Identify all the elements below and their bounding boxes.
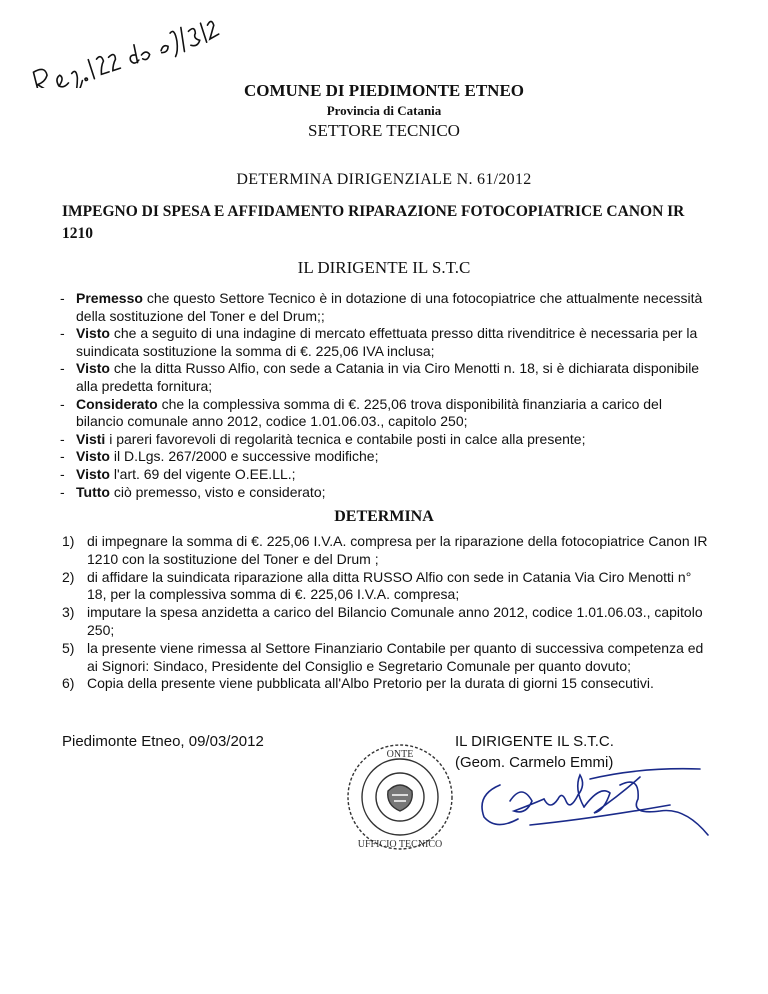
premessa-keyword: Visto — [76, 465, 110, 482]
premessa-text: ciò premesso, visto e considerato; — [109, 483, 326, 500]
item-text: di impegnare la somma di €. 225,06 I.V.A. compresa per la riparazione della fotocopiatrice Canon IR 1210 con la sostituzione del Toner e del Drum ; — [87, 533, 708, 567]
premessa-text: l'art. 69 del vigente O.EE.LL.; — [109, 465, 296, 482]
item-text: di affidare la suindicata riparazione alla ditta RUSSO Alfio con sede in Catania Via Ciro Menotti n° 18, per la complessiva somma di €. 225,06 I.V.A. compresa; — [87, 568, 692, 603]
comune-title: COMUNE DI PIEDIMONTE ETNEO — [243, 81, 525, 100]
handwritten-signature — [470, 755, 710, 845]
dispositivo-item — [62, 604, 712, 640]
premessa-item: - Visto l'art. 69 del vigente O.EE.LL.; — [60, 465, 296, 482]
premessa-keyword: Visto — [76, 448, 110, 465]
dispositivo-item — [62, 675, 712, 693]
item-text: Copia della presente viene pubblicata all'Albo Pretorio per la durata di giorni 15 consecutivi. — [87, 675, 654, 692]
svg-text:UFFICIO TECNICO: UFFICIO TECNICO — [357, 839, 443, 850]
premessa-keyword: Visto — [76, 360, 110, 377]
signatory-name: (Geom. Carmelo Emmi) — [455, 754, 614, 771]
premessa-item: - Tutto ciò premesso, visto e considerato; — [60, 483, 326, 500]
item-number: 3) — [62, 604, 75, 621]
premessa-item: - Visto il D.Lgs. 267/2000 e successive modifiche; — [60, 448, 379, 465]
dispositivo-item — [62, 533, 712, 569]
premessa-item: - Visto che la ditta Russo Alfio, con sede a Catania in via Ciro Menotti n. 18, si è dichiarata disponibile alla predetta fornitura; — [60, 360, 700, 394]
item-text: la presente viene rimessa al Settore Finanziario Contabile per quanto di successiva competenza ed ai Signori: Sindaco, Presidente del Consiglio e Segretario Comunale per quanto dovuto; — [87, 639, 704, 674]
item-number: 6) — [62, 675, 75, 692]
handwritten-registration-note — [10, 18, 240, 88]
premessa-keyword: Considerato — [76, 395, 158, 412]
oggetto-heading: IMPEGNO DI SPESA E AFFIDAMENTO RIPARAZIONE FOTOCOPIATRICE CANON IR 1210 — [62, 203, 685, 242]
premessa-keyword: Premesso — [76, 290, 143, 306]
item-number: 1) — [62, 533, 75, 549]
dirigente-heading: IL DIRIGENTE IL S.T.C — [297, 258, 471, 277]
settore-title: SETTORE TECNICO — [308, 121, 460, 140]
premessa-item: - Premesso che questo Settore Tecnico è in dotazione di una fotocopiatrice che attualmente necessità della sostituzione del Toner e del Drum;; — [60, 290, 703, 324]
determina-heading: DETERMINA — [334, 508, 434, 525]
premessa-text: che la complessiva somma di €. 225,06 trova disponibilità finanziaria a carico del bilancio comunale anno 2012, codice 1.01.06.03., capitolo 250; — [76, 395, 662, 430]
premessa-keyword: Tutto — [76, 483, 110, 500]
premessa-item: - Visto che a seguito di una indagine di mercato effettuata presso ditta rivenditrice è necessaria per la suindicata sostituzione la somma di €. 225,06 IVA inclusa; — [60, 325, 698, 359]
determina-number: DETERMINA DIRIGENZIALE N. 61/2012 — [236, 171, 532, 188]
premessa-text: che questo Settore Tecnico è in dotazione di una fotocopiatrice che attualmente necessità della sostituzione del Toner e del Drum;; — [76, 290, 703, 324]
dispositivo-item — [62, 640, 712, 676]
premessa-text: il D.Lgs. 267/2000 e successive modifiche; — [109, 448, 379, 465]
provincia-subtitle: Provincia di Catania — [326, 103, 442, 118]
signatory-title: IL DIRIGENTE IL S.T.C. — [455, 733, 614, 750]
premessa-item: - Visti i pareri favorevoli di regolarità tecnica e contabile posti in calce alla presente; — [60, 430, 586, 447]
dispositivo-list — [62, 533, 712, 693]
item-number: 2) — [62, 568, 75, 585]
dispositivo-item — [62, 569, 712, 605]
item-text: imputare la spesa anzidetta a carico del Bilancio Comunale anno 2012, codice 1.01.06.03., capitolo 250; — [87, 604, 703, 638]
premessa-keyword: Visto — [76, 325, 110, 342]
premessa-keyword: Visti — [76, 430, 106, 447]
premessa-text: i pareri favorevoli di regolarità tecnica e contabile posti in calce alla presente; — [105, 430, 586, 447]
item-number: 5) — [62, 639, 75, 656]
place-date: Piedimonte Etneo, 09/03/2012 — [62, 733, 264, 750]
official-stamp — [330, 735, 470, 855]
premesse-list — [60, 290, 710, 501]
premessa-text: che la ditta Russo Alfio, con sede a Catania in via Ciro Menotti n. 18, si è dichiarata disponibile alla predetta fornitura; — [76, 360, 700, 394]
svg-text:ONTE: ONTE — [386, 749, 414, 760]
premessa-text: che a seguito di una indagine di mercato effettuata presso ditta rivenditrice è necessaria per la suindicata sostituzione la somma di €. 225,06 IVA inclusa; — [76, 325, 698, 359]
premessa-item: - Considerato che la complessiva somma di €. 225,06 trova disponibilità finanziaria a carico del bilancio comunale anno 2012, codice 1.01.06.03., capitolo 250; — [60, 395, 662, 430]
